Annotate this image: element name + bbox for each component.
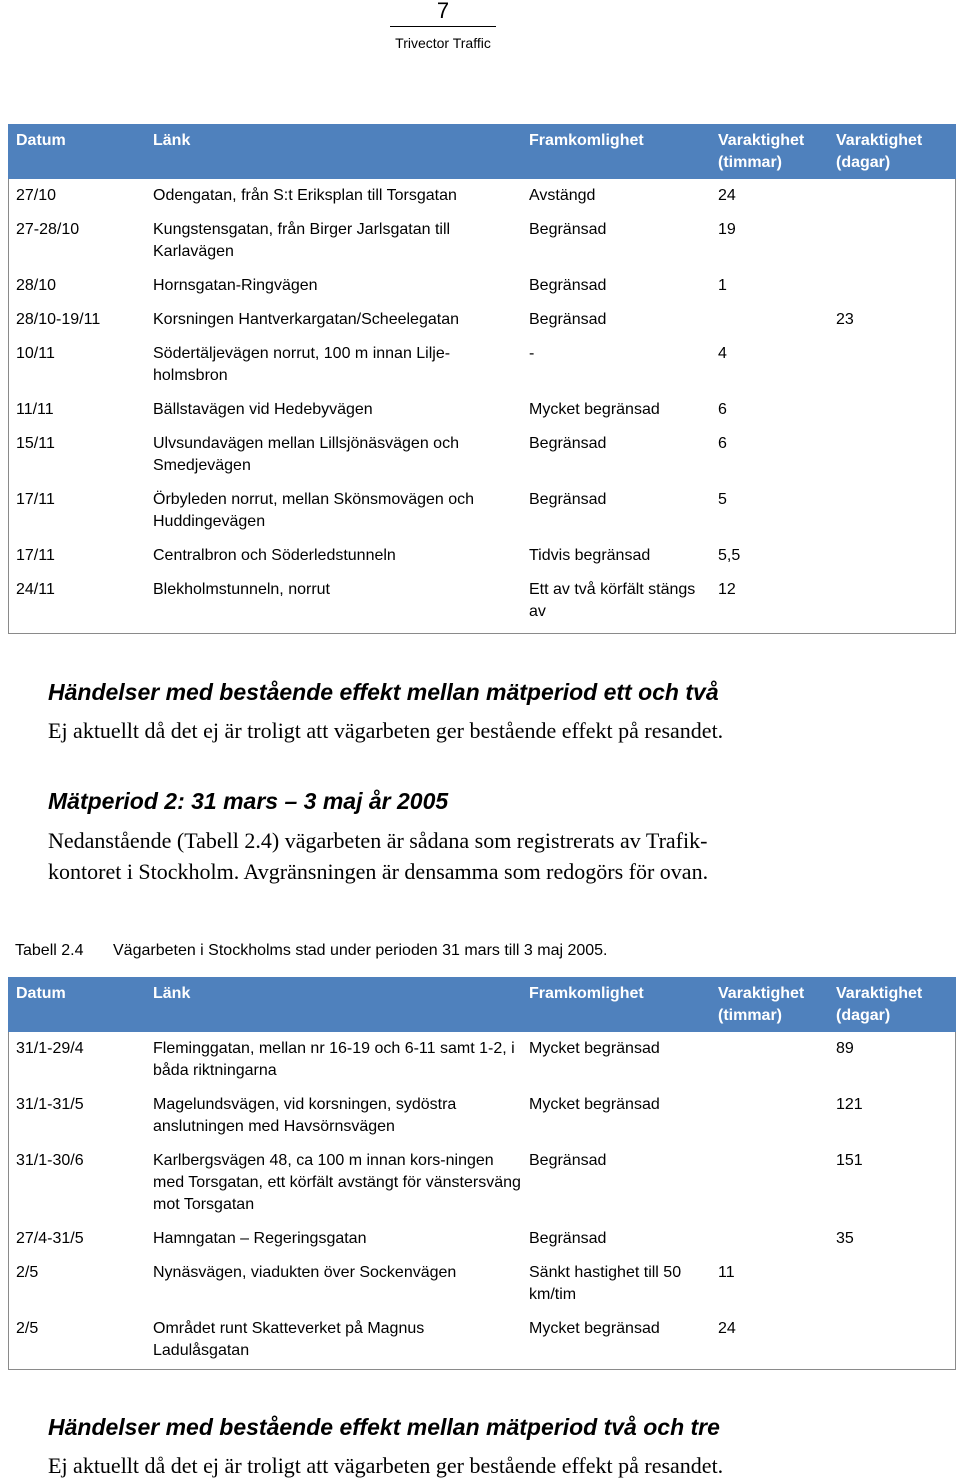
- cell-date: 17/11: [16, 491, 55, 508]
- cell-days: [828, 577, 956, 635]
- cell-accessibility: Begränsad: [529, 435, 607, 452]
- cell-date: 24/11: [16, 581, 55, 598]
- cell-date: 15/11: [16, 435, 55, 452]
- cell-date: 28/10: [16, 277, 57, 294]
- table-row: [8, 1148, 956, 1226]
- cell-days: [828, 273, 956, 307]
- cell-hours: 6: [718, 401, 727, 418]
- table-row: [8, 1316, 956, 1374]
- cell-hours: 24: [718, 187, 736, 204]
- column-header-duration-days: Varaktighet (dagar): [828, 977, 956, 1032]
- cell-accessibility: Tidvis begränsad: [529, 547, 651, 564]
- cell-days: [828, 1316, 956, 1374]
- table-header-row: [8, 977, 956, 1032]
- section-heading-events-2-3: Händelser med bestående effekt mellan mätperiod två och tre: [48, 1414, 720, 1440]
- page-number: 7: [436, 0, 450, 23]
- cell-days: [828, 431, 956, 487]
- cell-link: Ulvsundavägen mellan Lillsjönäsvägen och Smedjevägen: [153, 435, 459, 474]
- section-text-events-1-2: Ej aktuellt då det ej är troligt att vägarbeten ger bestående effekt på resandet.: [48, 718, 724, 743]
- table-row: [8, 1092, 956, 1148]
- cell-link: Korsningen Hantverkargatan/Scheelegatan: [153, 311, 459, 328]
- column-header-duration-hours: Varaktighet (timmar): [710, 977, 828, 1032]
- column-header-duration-days: Varaktighet (dagar): [828, 124, 956, 179]
- roadworks-table-2: [8, 977, 956, 1374]
- cell-hours: [710, 307, 828, 341]
- table-header-row: [8, 124, 956, 179]
- table-row: [8, 397, 956, 431]
- section-heading-period-2: Mätperiod 2: 31 mars – 3 maj år 2005: [48, 788, 449, 814]
- cell-days: [828, 543, 956, 577]
- cell-date: 31/1-29/4: [16, 1040, 84, 1057]
- table-row: [8, 487, 956, 543]
- cell-link: Södertäljevägen norrut, 100 m innan Lilje-holmsbron: [153, 345, 451, 384]
- cell-days: 35: [836, 1230, 854, 1247]
- cell-accessibility: Begränsad: [529, 491, 607, 508]
- cell-link: Nynäsvägen, viadukten över Sockenvägen: [153, 1264, 457, 1281]
- cell-hours: 4: [718, 345, 727, 362]
- table-caption-number: Tabell 2.4: [15, 942, 84, 959]
- cell-link: Karlbergsvägen 48, ca 100 m innan kors-ningen med Torsgatan, ett körfält avstängt för vänstersväng mot Torsgatan: [153, 1152, 521, 1213]
- cell-link: Hornsgatan-Ringvägen: [153, 277, 318, 294]
- column-header-duration-hours: Varaktighet (timmar): [710, 124, 828, 179]
- cell-days: [828, 217, 956, 273]
- cell-accessibility: Sänkt hastighet till 50 km/tim: [529, 1264, 682, 1303]
- table-row: [8, 273, 956, 307]
- cell-hours: 6: [718, 435, 727, 452]
- cell-link: Blekholmstunneln, norrut: [153, 581, 330, 598]
- cell-date: 31/1-31/5: [16, 1096, 84, 1113]
- cell-date: 11/11: [16, 401, 54, 418]
- table-row: [8, 179, 956, 217]
- cell-accessibility: Ett av två körfält stängs av: [529, 581, 696, 620]
- cell-days: [828, 487, 956, 543]
- table-row: [8, 341, 956, 397]
- cell-accessibility: Mycket begränsad: [529, 1040, 660, 1057]
- section-text-events-2-3: Ej aktuellt då det ej är troligt att vägarbeten ger bestående effekt på resandet.: [48, 1453, 724, 1478]
- column-header-link: Länk: [145, 124, 521, 179]
- cell-accessibility: Begränsad: [529, 277, 607, 294]
- table-row: [8, 217, 956, 273]
- cell-hours: [710, 1226, 828, 1260]
- table-caption: [15, 941, 608, 961]
- cell-accessibility: Mycket begränsad: [529, 1320, 660, 1337]
- table-row: [8, 543, 956, 577]
- cell-date: 2/5: [16, 1320, 39, 1337]
- table-row: [8, 1226, 956, 1260]
- cell-date: 27/4-31/5: [16, 1230, 84, 1247]
- cell-date: 27-28/10: [16, 221, 80, 238]
- table-row: [8, 1032, 956, 1092]
- table-row: [8, 307, 956, 341]
- cell-accessibility: Begränsad: [529, 1230, 607, 1247]
- cell-days: [828, 179, 956, 217]
- cell-days: 23: [836, 311, 854, 328]
- cell-hours: 5: [718, 491, 727, 508]
- column-header-date: Datum: [8, 124, 145, 179]
- cell-date: 10/11: [16, 345, 55, 362]
- section-heading-events-1-2: Händelser med bestående effekt mellan mätperiod ett och två: [48, 679, 719, 705]
- cell-hours: [710, 1032, 828, 1092]
- section-text-period-2-line2: kontoret i Stockholm. Avgränsningen är densamma som redogörs för ovan.: [48, 859, 709, 884]
- cell-accessibility: Begränsad: [529, 311, 607, 328]
- column-header-accessibility: Framkomlighet: [521, 977, 710, 1032]
- cell-days: 121: [836, 1096, 863, 1113]
- cell-days: [828, 341, 956, 397]
- cell-days: [828, 397, 956, 431]
- cell-hours: 5,5: [718, 547, 741, 564]
- cell-link: Hamngatan – Regeringsgatan: [153, 1230, 367, 1247]
- roadworks-table-1: [8, 124, 956, 635]
- cell-link: Odengatan, från S:t Eriksplan till Torsgatan: [153, 187, 457, 204]
- cell-date: 17/11: [16, 547, 55, 564]
- cell-accessibility: Begränsad: [529, 1152, 607, 1169]
- cell-days: [828, 1260, 956, 1316]
- cell-link: Fleminggatan, mellan nr 16-19 och 6-11 samt 1-2, i båda riktningarna: [153, 1040, 515, 1079]
- cell-hours: 11: [718, 1264, 735, 1281]
- cell-days: 151: [836, 1152, 863, 1169]
- cell-accessibility: Avstängd: [529, 187, 596, 204]
- cell-accessibility: Begränsad: [529, 221, 607, 238]
- cell-hours: [710, 1092, 828, 1148]
- table-row: [8, 577, 956, 635]
- cell-days: 89: [836, 1040, 854, 1057]
- column-header-link: Länk: [145, 977, 521, 1032]
- cell-hours: 1: [718, 277, 727, 294]
- header-company: Trivector Traffic: [395, 35, 491, 51]
- cell-date: 27/10: [16, 187, 57, 204]
- cell-link: Området runt Skatteverket på Magnus Ladulåsgatan: [153, 1320, 425, 1359]
- column-header-accessibility: Framkomlighet: [521, 124, 710, 179]
- column-header-date: Datum: [8, 977, 145, 1032]
- cell-date: 31/1-30/6: [16, 1152, 84, 1169]
- cell-link: Magelundsvägen, vid korsningen, sydöstra anslutningen med Havsörnsvägen: [153, 1096, 457, 1135]
- cell-hours: 12: [718, 581, 736, 598]
- cell-link: Örbyleden norrut, mellan Skönsmovägen och Huddingevägen: [153, 491, 475, 530]
- cell-accessibility: Mycket begränsad: [529, 401, 660, 418]
- cell-hours: 24: [718, 1320, 736, 1337]
- table-row: [8, 431, 956, 487]
- cell-link: Centralbron och Söderledstunneln: [153, 547, 396, 564]
- cell-link: Kungstensgatan, från Birger Jarlsgatan till Karlavägen: [153, 221, 451, 260]
- cell-accessibility: Mycket begränsad: [529, 1096, 660, 1113]
- cell-accessibility: -: [529, 345, 535, 362]
- cell-link: Bällstavägen vid Hedebyvägen: [153, 401, 373, 418]
- table-row: [8, 1260, 956, 1316]
- header-rule: [390, 26, 496, 27]
- cell-date: 28/10-19/11: [16, 311, 101, 328]
- section-text-period-2-line1: Nedanstående (Tabell 2.4) vägarbeten är sådana som registrerats av Trafik-: [48, 828, 708, 853]
- table-caption-text: Vägarbeten i Stockholms stad under perioden 31 mars till 3 maj 2005.: [113, 942, 608, 959]
- cell-date: 2/5: [16, 1264, 39, 1281]
- cell-hours: 19: [718, 221, 736, 238]
- cell-hours: [710, 1148, 828, 1226]
